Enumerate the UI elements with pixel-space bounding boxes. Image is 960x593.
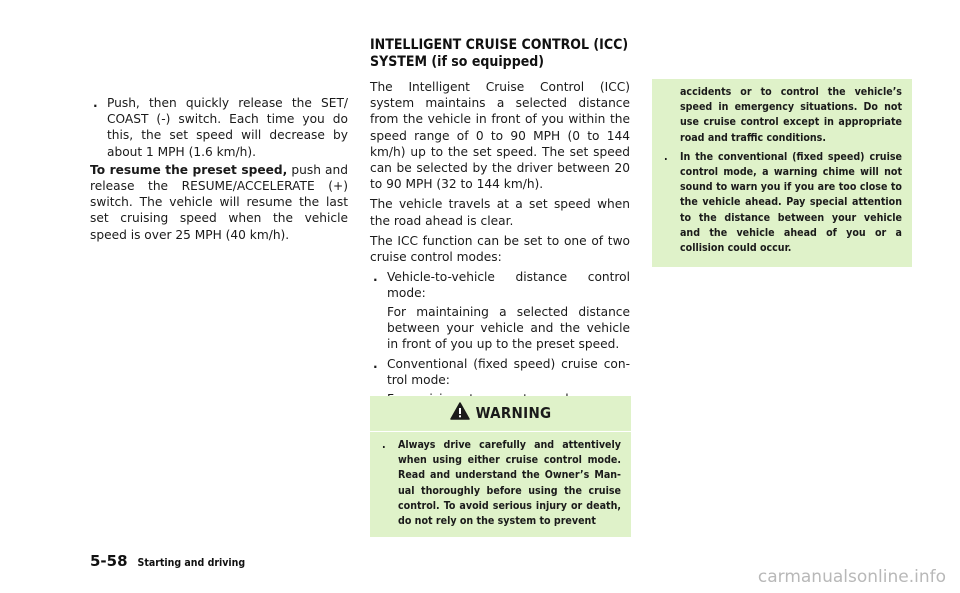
warning-header [370,396,631,432]
page-number: 5-58 [90,552,128,570]
warning-box [370,396,631,537]
conventional-mode-title: Conventional (fixed speed) cruise con- trol mode: [387,357,630,388]
warning-bullet-2-text: In the conventional (fixed speed) cruise control mode, a warning chime will not sound to warn you if you are too close to the vehicle ahead. Pay special attention to the distance between your vehicle and the vehicle ahead of you or a collision could occur. [680,150,902,255]
warning-triangle-icon [450,402,470,425]
list-item-distance-mode [370,269,630,301]
warning-body-continued [652,79,912,256]
travel-paragraph: The vehicle travels at a set speed when the road ahead is clear. [370,197,630,228]
resume-paragraph [90,162,348,243]
list-item-set-coast [90,95,348,160]
section-heading-line1: INTELLIGENT CRUISE CONTROL (ICC) [370,37,629,53]
bullet-marker: . [382,439,386,451]
warning-bullet-1 [380,438,621,529]
warning-box-continued [652,79,912,267]
warning-bullet-1-continued [662,85,902,146]
modes-paragraph: The ICC function can be set to one of two cruise control modes: [370,233,630,265]
intro-paragraph: The Intelligent Cruise Control (ICC) system maintains a selected distance from the vehicle in front of you within the speed range of 0 to 90 MPH (0 to 144 km/h) up to the set speed. The set speed can be selected by the driver between 20 to 90 MPH (32 to 144 km/h). [370,80,630,192]
bullet-marker: . [373,270,378,285]
column-left [90,95,348,247]
section-heading [370,37,670,71]
resume-lead: To resume the preset speed, [90,162,288,177]
distance-mode-desc: For maintaining a selected distance between your vehicle and the vehicle in front of you up to the preset speed. [387,304,630,352]
column-middle [370,79,630,411]
warning-bullet-2 [662,150,902,256]
warning-title: WARNING [475,403,552,422]
resume-text: push and release the RESUME/ACCELERATE (+) switch. The vehicle will resume the last set cruising speed when the vehicle speed is over 25 MPH (40 km/h). [90,162,348,242]
bullet-marker: . [373,357,378,372]
section-heading-line2: SYSTEM (if so equipped) [370,54,545,70]
warning-bullet-1-text: Always drive carefully and attentively when using either cruise control mode. Read and understand the Owner’s Man- ual thoroughly before using the cruise control. To avoid serious injury or death, do not rely on the system to prevent [398,439,621,528]
footer-section-name: Starting and driving [137,557,246,569]
warning-body [370,432,631,529]
page-footer [90,552,245,570]
bullet-marker: . [93,96,98,110]
warning-bullet-1-cont-text: accidents or to control the vehicle’s speed in emergency situations. Do not use cruise control except in appropriate road and traffic conditions. [680,86,902,144]
distance-mode-title: Vehicle-to-vehicle distance control mode: [387,270,630,301]
bullet-marker: . [664,150,668,163]
watermark: carmanualsonline.info [757,567,946,587]
set-coast-text: Push, then quickly release the SET/ COAST (-) switch. Each time you do this, the set speed will decrease by about 1 MPH (1.6 km/h). [107,96,348,159]
list-item-conventional-mode [370,356,630,388]
